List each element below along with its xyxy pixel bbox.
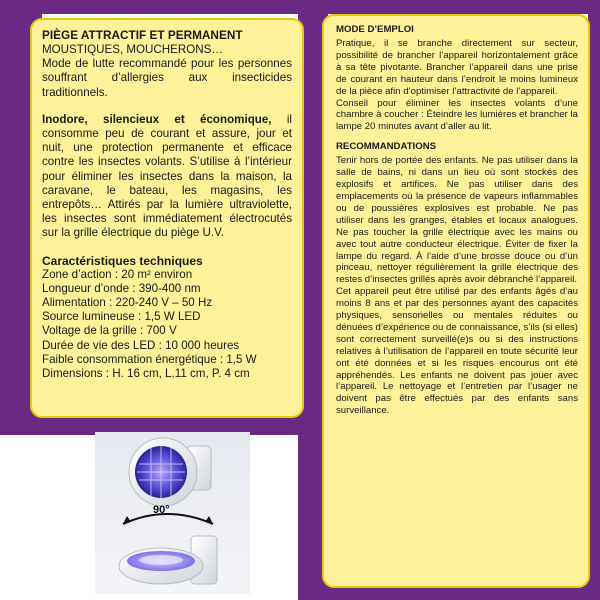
spec-item: Durée de vie des LED : 10 000 heures	[42, 338, 240, 352]
usage-tip: Conseil pour éliminer les insectes volants d’une chambre à coucher : Éteindre les lumières et brancher la lampe 20 minutes avant d’aller au lit.	[336, 97, 578, 133]
specs-list	[42, 268, 292, 382]
recommendations-title: RECOMMANDATIONS	[336, 141, 437, 153]
product-intro: Mode de lutte recommandé pour les personnes souffrant d’allergies aux insecticides traditionnels.	[42, 57, 292, 99]
description-body: il consomme peu de courant et assure, jour et nuit, une protection permanente et efficace contre les insectes volants. S’utilise à l’intérieur pour éliminer les insectes dans la maison, la caravane, le bateau, les magasins, les entrepôts… Attirés par la lumière ultraviolette, les insectes sont immédiatement électrocutés sur la grille électrique du piège U.V.	[42, 112, 292, 240]
rotation-label: 90°	[153, 504, 170, 516]
product-info-panel	[30, 18, 304, 418]
spec-item: Faible consommation énergétique : 1,5 W	[42, 352, 257, 366]
uv-trap-illustration	[95, 432, 250, 594]
description-bold-lead: Inodore, silencieux et économique,	[42, 112, 272, 126]
product-title: PIÈGE ATTRACTIF ET PERMANENT	[42, 28, 243, 42]
upright-device	[129, 438, 211, 506]
spec-item: Dimensions : H. 16 cm, L.11 cm, P. 4 cm	[42, 367, 250, 381]
product-photo	[95, 432, 250, 594]
product-subtitle: MOUSTIQUES, MOUCHERONS…	[42, 43, 223, 56]
spec-item: Longueur d’onde : 390-400 nm	[42, 281, 201, 295]
recommendations-children-paragraph: Cet appareil peut être utilisé par des enfants âgés d’au moins 8 ans et par des personnes ayant des capacités physiques, sensorielles ou mentales réduites ou dénuées d’expérience ou de connaissance, s’ils (si elles) sont correctement surveillé(e)s ou si des instructions relatives à l’utilisation de l’appareil en toute sécurité leur ont été données et si les risques encourus ont été appréhendés. Les enfants ne doivent pas jouer avec l’appareil. Le nettoyage et l’entretien par l’usager ne doivent pas être effectués par des enfants sans surveillance.	[336, 286, 578, 417]
spec-item: Alimentation : 220-240 V – 50 Hz	[42, 296, 213, 310]
instructions-panel	[322, 14, 590, 588]
recommendations-paragraph: Tenir hors de portée des enfants. Ne pas utiliser dans la salle de bains, ni dans un lieu où sont stockés des explosifs et artifices. Ne pas utiliser dans des emplacements où la présence de vapeurs inflammables ou de poussières explosives est probable. Ne pas utiliser dans les granges, étables et locaux analogues. Ne pas toucher la grille électrique avec les mains ou avec tout autre conducteur électrique. Éviter de fixer la lampe du regard. À l’aide d’une brosse douce ou d’un pinceau, nettoyer régulièrement la grille électrique des restes d’insectes grillés après avoir débranché l’appareil.	[336, 155, 578, 286]
usage-paragraph: Pratique, il se branche directement sur secteur, possibilité de brancher l’appareil horizontalement grâce à sa tête pivotante. Brancher l’appareil dans une prise de courant en hauteur dans l’endroit le moins lumineux de la pièce afin d’optimiser l’attractivité de l’appareil.	[336, 38, 578, 97]
usage-title: MODE D’EMPLOI	[336, 24, 414, 35]
spec-item: Source lumineuse : 1,5 W LED	[42, 310, 201, 324]
specs-title: Caractéristiques techniques	[42, 253, 203, 268]
horizontal-device	[119, 536, 217, 584]
product-description	[42, 113, 292, 241]
spec-item: Voltage de la grille : 700 V	[42, 324, 177, 338]
spec-item: Zone d’action : 20 m² environ	[42, 267, 193, 281]
